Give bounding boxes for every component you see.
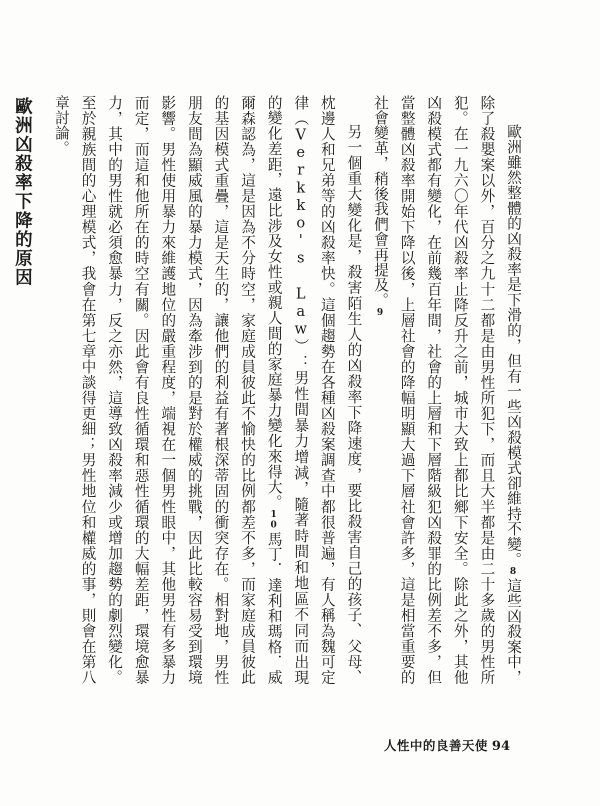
page-body [12,95,526,686]
paragraph-1-text-b: 這些凶殺案中，除了殺嬰案以外，百分之九十二都是由男性所犯下，而且大半都是由二十多歲的男性所犯。在一九六〇年代凶殺率止降反升之前，城市大致上都比鄉下安全。除此之外，其他凶殺模式都有變化，在前幾百年間，社會的上層和下層階級犯凶殺罪的比例差不多，但當整體凶殺率開始下降以後，上層社會的降幅明顯大過下層社會許多，這是相當重要的社會變革，稍後我們會再提及。 [372,95,522,685]
footnote-marker-10[interactable]: 10 [268,510,279,532]
paragraph-2-text-b: 馬丁．達利和瑪格．威爾森認為，這是因為不分時空，家庭成員彼此不愉快的比例都差不多，而家庭成員彼此的基因模式重疊，這是天生的，讓他們的利益有著根深蒂固的衝突存在。相對地，男性朋友間為顯威風的暴力模式，因為牽涉到的是對於權威的挑戰，因此比較容易受到環境影響。男性使用暴力來維護地位的嚴重程度，端視在一個男性眼中，其他男性有多暴力而定，而這和他所在的時空有關。因此會有良性循環和惡性循環的大幅差距，環境愈暴力，其中的男性就必須愈暴力，反之亦然，這導致凶殺率減少或增加趨勢的劇烈變化。至於親族間的心理模式，我會在第七章中談得更細；男性地位和權威的事，則會在第八章討論。 [52,95,283,686]
paragraph-1 [366,95,526,685]
footnote-marker-8[interactable]: 8 [508,567,518,579]
footnote-marker-9[interactable]: 9 [375,307,386,319]
running-title: 人性中的良善天使 [383,738,488,753]
page-number: 94 [491,739,510,754]
page-footer [384,736,510,754]
paragraph-2 [47,95,366,685]
paragraph-2-text-a: 另一個重大變化是，殺害陌生人的凶殺率下降速度，要比殺害自己的孩子、父母、枕邊人和兄弟等的凶殺率快。這個趨勢在各種凶殺案調查中都很普遍，有人稱為魏可定律（Verkko's Law）：男性間暴力增減，隨著時間和地區不同而出現的變化差距，遠比涉及女性或親人間的家庭暴力變化來得大。 [265,95,363,685]
section-heading: 歐洲凶殺率下降的原因 [12,97,33,287]
paragraph-1-text-a: 歐洲雖然整體的凶殺率是下滑的，但有一些凶殺模式卻維持不變。 [505,124,522,568]
